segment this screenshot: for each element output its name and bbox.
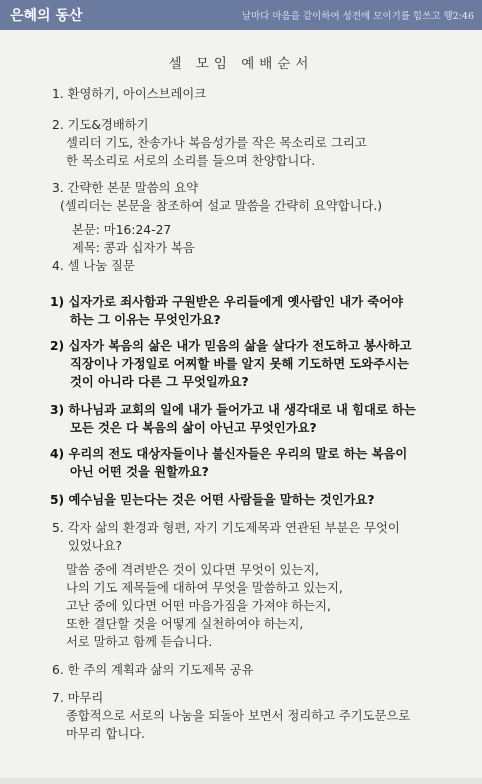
item-7-line-1: 종합적으로 서로의 나눔을 되돌아 보면서 정리하고 주기도문으로 [66,709,411,723]
question-2-line-1: 2) 십자가 복음의 삶은 내가 믿음의 삶을 살다가 전도하고 봉사하고 [50,339,412,353]
question-2-line-3: 것이 아니라 다른 그 무엇일까요? [70,375,249,389]
item-3: 3. 간략한 본문 말씀의 요약 [52,181,199,195]
item-1: 1. 환영하기, 아이스브레이크 [52,87,207,101]
church-name: 은혜의 동산 [10,8,83,24]
page-title: 셀 모임 예배순서 [168,56,314,72]
prompt-line-2: 나의 기도 제목들에 대하여 무엇을 말씀하고 있는지, [66,581,343,595]
header-bar [0,0,482,30]
header-verse: 날마다 마음을 같이하여 성전에 모이기를 힘쓰고 행2:46 [241,11,474,22]
question-2-line-2: 직장이나 가정일로 어찌할 바를 알지 못해 기도하면 도와주시는 [70,357,409,371]
item-5-line-1: 5. 각자 삶의 환경과 형편, 자기 기도제목과 연관된 부분은 무엇이 [52,521,400,535]
scripture-reference: 본문: 마16:24-27 [72,223,172,237]
footer-strip [0,778,482,784]
prompt-line-3: 고난 중에 있다면 어떤 마음가짐을 가져야 하는지, [66,599,331,613]
item-7: 7. 마무리 [52,691,104,705]
prompt-line-1: 말씀 중에 격려받은 것이 있다면 무엇이 있는지, [66,563,320,577]
question-1-line-1: 1) 십자가로 죄사함과 구원받은 우리들에게 옛사람인 내가 죽어야 [50,295,403,309]
item-6: 6. 한 주의 계획과 삶의 기도제목 공유 [52,663,254,677]
sermon-title: 제목: 콩과 십자가 복음 [72,241,195,255]
question-1-line-2: 하는 그 이유는 무엇인가요? [70,313,221,327]
question-3-line-1: 3) 하나님과 교회의 일에 내가 들어가고 내 생각대로 내 힘대로 하는 [50,403,416,417]
question-4-line-1: 4) 우리의 전도 대상자들이나 불신자들은 우리의 말로 하는 복음이 [50,447,408,461]
item-3-line-1: (셀리더는 본문을 참조하여 설교 말씀을 간략히 요약합니다.) [60,199,383,213]
item-2-line-2: 한 목소리로 서로의 소리를 들으며 찬양합니다. [66,154,316,168]
question-4-line-2: 아닌 어떤 것을 원할까요? [70,465,209,479]
item-2: 2. 기도&경배하기 [52,118,149,132]
prompt-line-4: 또한 결단할 것을 어떻게 실천하여야 하는지, [66,617,304,631]
item-4: 4. 셀 나눔 질문 [52,259,135,273]
item-7-line-2: 마무리 합니다. [66,727,146,741]
question-5: 5) 예수님을 믿는다는 것은 어떤 사람들을 말하는 것인가요? [50,493,375,507]
item-5-line-2: 있었나요? [68,539,123,553]
item-2-line-1: 셀리더 기도, 찬송가나 복음성가를 작은 목소리로 그리고 [66,136,367,150]
question-3-line-2: 모든 것은 다 복음의 삶이 아닌고 무엇인가요? [70,421,317,435]
prompt-line-5: 서로 말하고 함께 듣습니다. [66,635,213,649]
